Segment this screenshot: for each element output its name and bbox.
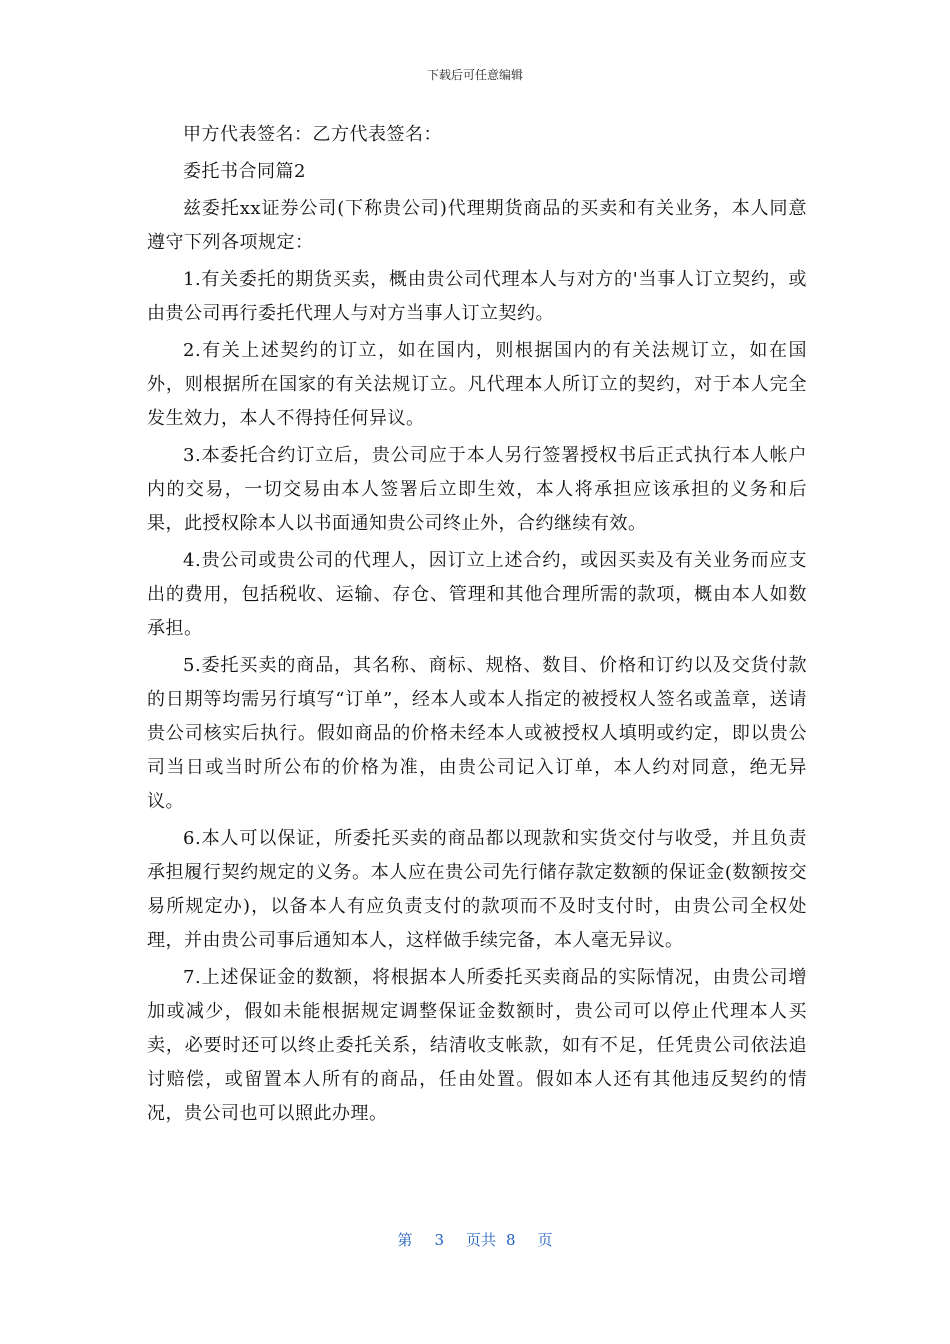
paragraph-clause-5: 5.委托买卖的商品，其名称、商标、规格、数目、价格和订约以及交货付款的日期等均需另行填写“订单”，经本人或本人指定的被授权人签名或盖章，送请贵公司核实后执行。假如商品的价格未经本人或被授权人填明或约定，即以贵公司当日或当时所公布的价格为准，由贵公司记入订单，本人约对同意，绝无异议。 xyxy=(147,655,807,812)
paragraph-clause-4: 4.贵公司或贵公司的代理人，因订立上述合约，或因买卖及有关业务而应支出的费用，包括税收、运输、存仓、管理和其他合理所需的款项，概由本人如数承担。 xyxy=(147,550,807,639)
total-pages-number: 8 xyxy=(506,1231,516,1249)
paragraph-clause-1: 1.有关委托的期货买卖，概由贵公司代理本人与对方的'当事人订立契约，或由贵公司再行委托代理人与对方当事人订立契约。 xyxy=(147,269,807,324)
page-prefix: 第 xyxy=(397,1231,413,1249)
paragraph-clause-2: 2.有关上述契约的订立，如在国内，则根据国内的有关法规订立，如在国外，则根据所在国家的有关法规订立。凡代理本人所订立的契约，对于本人完全发生效力，本人不得持任何异议。 xyxy=(147,340,807,429)
paragraph-clause-3: 3.本委托合约订立后，贵公司应于本人另行签署授权书后正式执行本人帐户内的交易，一切交易由本人签署后立即生效，本人将承担应该承担的义务和后果，此授权除本人以书面通知贵公司终止外，合约继续有效。 xyxy=(147,445,807,534)
paragraph-clause-7: 7.上述保证金的数额，将根据本人所委托买卖商品的实际情况，由贵公司增加或减少，假如未能根据规定调整保证金数额时，贵公司可以停止代理本人买卖，必要时还可以终止委托关系，结清收支帐款，如有不足，任凭贵公司依法追讨赔偿，或留置本人所有的商品，任由处置。假如本人还有其他违反契约的情况，贵公司也可以照此办理。 xyxy=(147,967,807,1124)
page-footer xyxy=(0,1229,950,1250)
paragraph-clause-6: 6.本人可以保证，所委托买卖的商品都以现款和实货交付与收受，并且负责承担履行契约规定的义务。本人应在贵公司先行储存款定数额的保证金(数额按交易所规定办)，以备本人有应负责支付的款项而不及时支付时，由贵公司全权处理，并由贵公司事后通知本人，这样做手续完备，本人毫无异议。 xyxy=(147,828,807,951)
header-note: 下载后可任意编辑 xyxy=(426,68,523,82)
paragraph-heading: 委托书合同篇2 xyxy=(183,161,306,182)
page-suffix: 页 xyxy=(537,1231,553,1249)
paragraph-signatures: 甲方代表签名：乙方代表签名： xyxy=(183,124,442,145)
page-mid: 页共 xyxy=(465,1231,496,1249)
paragraph-intro: 兹委托xx证券公司(下称贵公司)代理期货商品的买卖和有关业务，本人同意遵守下列各项规定： xyxy=(147,198,807,253)
current-page-number: 3 xyxy=(434,1231,444,1249)
document-body xyxy=(147,118,807,1134)
